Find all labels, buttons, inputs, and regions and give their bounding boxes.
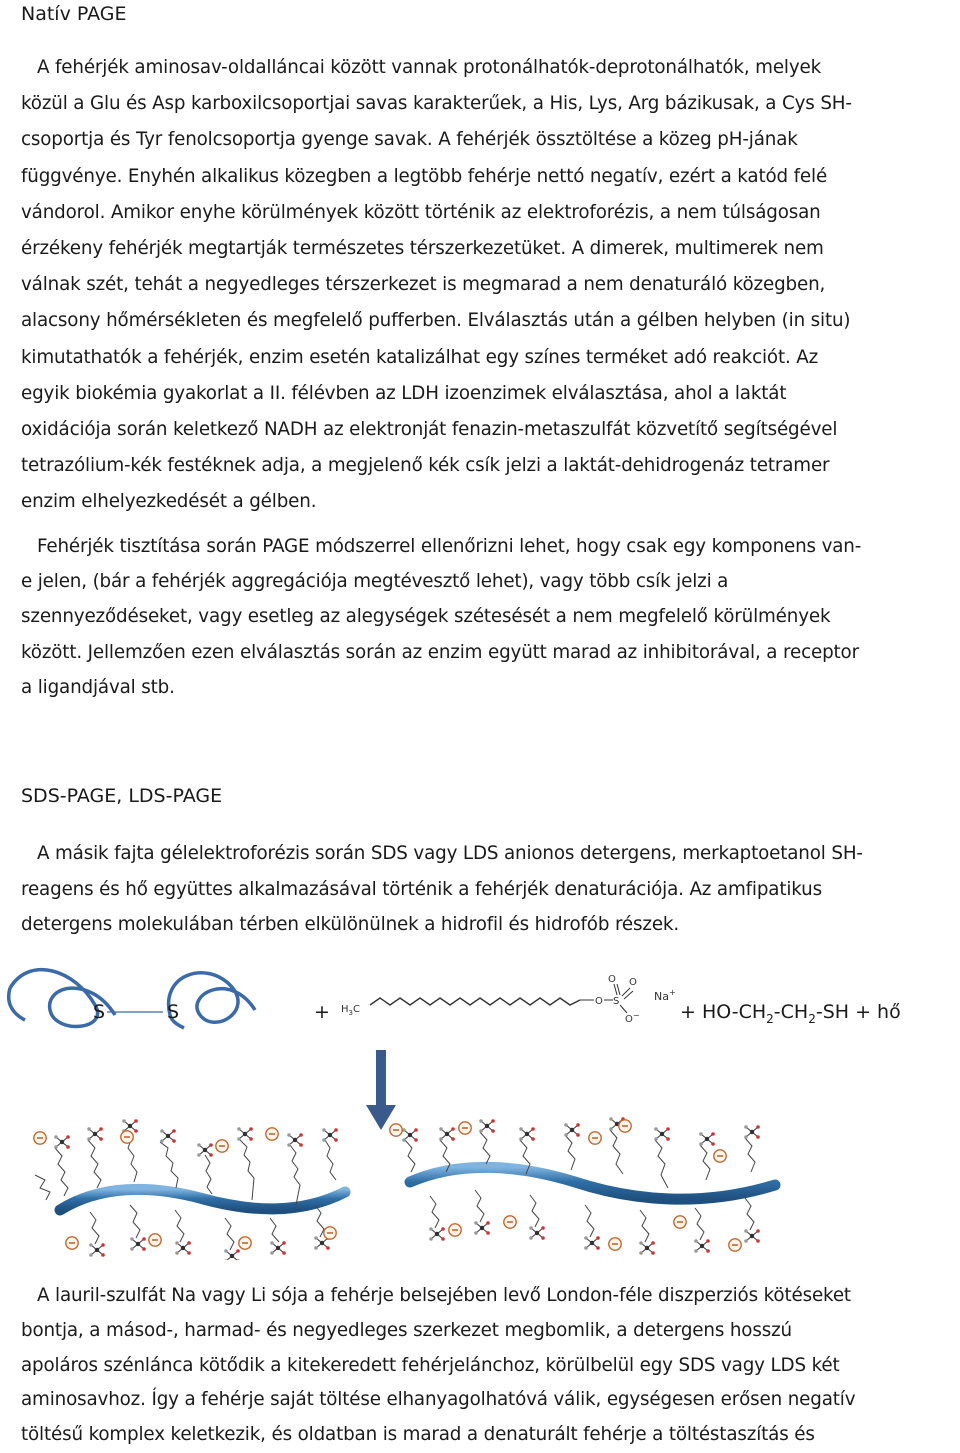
text-line: apoláros szénlánca kötődik a kitekeredett fehérjelánchoz, körülbelül egy SDS vagy LDS két (21, 1354, 840, 1376)
text-line: tetrazólium-kék festéknek adja, a megjelenő kék csík jelzi a laktát-dehidrogenáz tetramer (21, 455, 830, 477)
text-line (21, 529, 946, 564)
oxygen-bridge-label: O (595, 996, 603, 1007)
mercaptoethanol-heat-label: + $HO-CH_2-CH_2-SH$ + hő (680, 1001, 901, 1026)
text-line: bontja, a másod-, harmad- és negyedleges szerkezet megbomlik, a detergens hosszú (21, 1319, 792, 1341)
section-title-sds-page: SDS-PAGE, LDS-PAGE (21, 785, 223, 807)
sds-alkyl-chain (370, 998, 580, 1005)
text-line: egyik biokémia gyakorlat a II. félévben az LDH izoenzimek elválasztása, ahol a laktát (21, 382, 787, 404)
reaction-arrow-shaft (376, 1050, 386, 1110)
text-line (21, 836, 946, 872)
denaturation-figure (0, 960, 960, 1260)
h3c-label: $H_3C$ (341, 1004, 360, 1017)
text-line: e jelen, (bár a fehérjék aggregációja megtévesztő lehet), vagy több csík jelzi a (21, 571, 729, 593)
text-line-content: A másik fajta gélelektroforézis során SDS vagy LDS anionos detergens, merkaptoetanol SH- (37, 843, 863, 864)
text-line: a ligandjával stb. (21, 676, 175, 698)
paragraph-nativ-intro (21, 50, 946, 521)
folded-protein-loop-right (169, 973, 255, 1022)
text-line-content: A lauril-szulfát Na vagy Li sója a fehérje belsejében levő London-féle diszperziós kötéseket (37, 1285, 851, 1306)
paragraph-lauryl-sulfate (21, 1279, 946, 1453)
oxygen-minus-label: O− (625, 1011, 640, 1025)
text-line: között. Jellemzően ezen elválasztás során az enzim együtt marad az inhibitorával, a receptor (21, 641, 859, 663)
unfolded-protein-left (60, 1189, 345, 1210)
text-line: érzékeny fehérjék megtartják természetes térszerkezetüket. A dimerek, multimerek nem (21, 238, 824, 260)
plus-sign: + (314, 1001, 330, 1023)
sulfur-label: S (613, 996, 620, 1007)
text-line: töltésű komplex keletkezik, és oldatban is marad a denaturált fehérje a töltéstaszítás és (21, 1424, 815, 1446)
text-line (21, 1279, 946, 1314)
sulfur-left-label: S (93, 1001, 106, 1023)
oxygen-top-left-label: O (608, 974, 616, 985)
sodium-ion-label: Na+ (654, 988, 676, 1003)
section-title-nativ-page: Natív PAGE (21, 3, 127, 25)
text-line: vándorol. Amikor enyhe körülmények között történik az elektroforézis, a nem túlságosan (21, 201, 821, 223)
text-line: alacsony hőmérsékleten és megfelelő pufferben. Elválasztás után a gélben helyben (in situ) (21, 310, 851, 332)
text-line-content: Fehérjék tisztítása során PAGE módszerrel ellenőrizni lehet, hogy csak egy komponens van- (37, 536, 862, 557)
text-line: aminosavhoz. Így a fehérje saját töltése elhanyagolhatóvá válik, egységesen erősen negatív (21, 1389, 856, 1411)
sulfur-right-label: S (167, 1001, 180, 1023)
text-line: oxidációja során keletkező NADH az elektronját fenazin-metaszulfát közvetítő segítségével (21, 419, 838, 441)
unfolded-protein-right (410, 1167, 775, 1199)
oxygen-top-right-label: O (629, 977, 637, 988)
text-line: enzim elhelyezkedését a gélben. (21, 491, 317, 513)
text-line-content: A fehérjék aminosav-oldalláncai között vannak protonálhatók-deprotonálhatók, melyek (37, 57, 822, 78)
text-line: szennyeződéseket, vagy esetleg az alegységek szétesését a nem megfelelő körülmények (21, 606, 831, 628)
text-line: válnak szét, tehát a negyedleges térszerkezet is megmarad a nem denaturáló közegben, (21, 274, 826, 296)
paragraph-purification (21, 529, 946, 705)
text-line: függvénye. Enyhén alkalikus közegben a legtöbb fehérje nettó negatív, ezért a katód felé (21, 165, 828, 187)
text-line (21, 50, 946, 86)
text-line: detergens molekulában térben elkülönülnek a hidrofil és hidrofób részek. (21, 914, 680, 935)
text-line: közül a Glu és Asp karboxilcsoportjai savas karakterűek, a His, Lys, Arg bázikusak, a Cys SH- (21, 93, 852, 115)
paragraph-sds-intro (21, 836, 946, 943)
text-line: kimutathatók a fehérjék, enzim esetén katalizálhat egy színes terméket adó reakciót. Az (21, 346, 819, 368)
text-line: reagens és hő együttes alkalmazásával történik a fehérjék denaturációja. Az amfipatikus (21, 878, 822, 900)
text-line: csoportja és Tyr fenolcsoportja gyenge savak. A fehérjék össztöltése a közeg pH-jának (21, 129, 798, 151)
